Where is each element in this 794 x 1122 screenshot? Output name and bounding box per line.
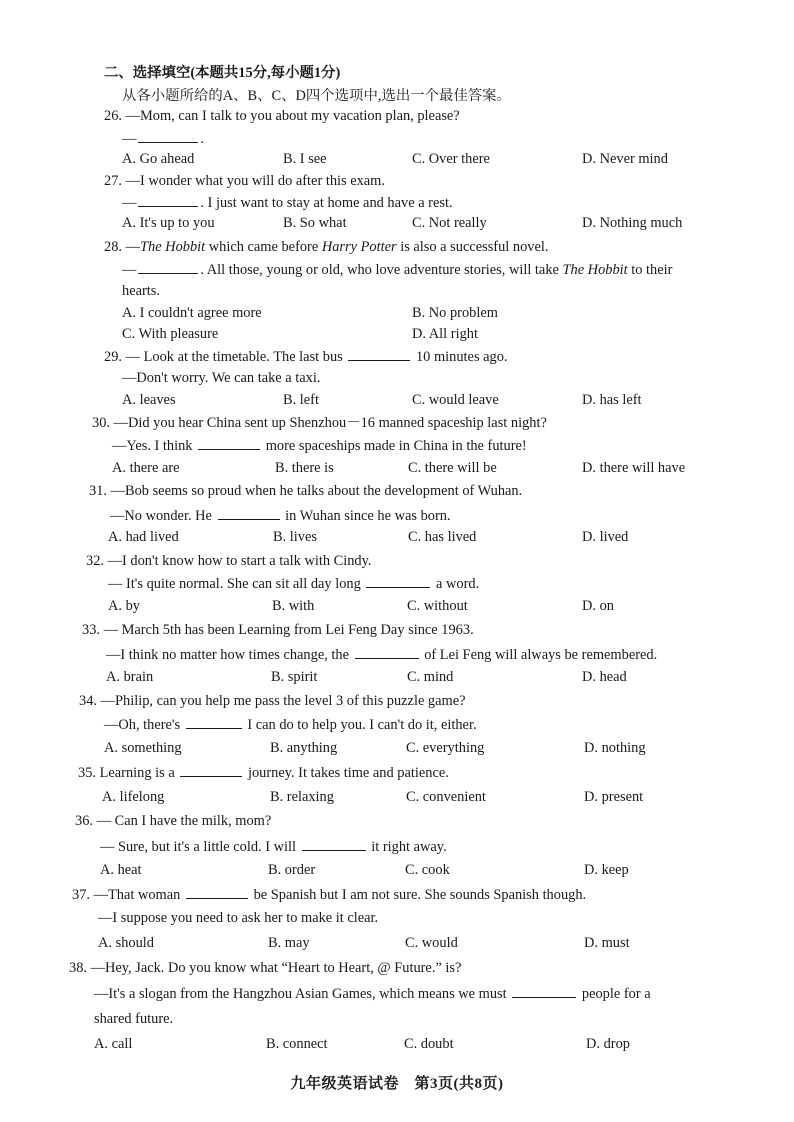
option-b: B. connect (266, 1036, 328, 1052)
option-b: B. I see (283, 151, 327, 167)
answer-blank (138, 192, 198, 207)
option-d: D. on (582, 598, 614, 614)
option-c: C. Over there (412, 151, 490, 167)
option-d: D. All right (412, 326, 478, 342)
option-b: B. may (268, 935, 310, 951)
answer-blank (355, 644, 419, 659)
option-c: C. everything (406, 740, 485, 756)
option-a: A. should (98, 935, 154, 951)
option-a: A. lifelong (102, 789, 165, 805)
answer-blank (186, 714, 242, 729)
question-26-answer: — . (122, 128, 204, 149)
answer-blank (348, 346, 410, 361)
option-d: D. drop (586, 1036, 630, 1052)
option-a: A. It's up to you (122, 215, 215, 231)
question-38-reply: —It's a slogan from the Hangzhou Asian Games, which means we must people for a (94, 983, 651, 1004)
answer-blank (512, 983, 576, 998)
option-b: B. relaxing (270, 789, 334, 805)
option-b: B. left (283, 392, 319, 408)
option-c: C. cook (405, 862, 450, 878)
option-c: C. there will be (408, 460, 497, 476)
option-c: C. mind (407, 669, 454, 685)
question-32-reply: — It's quite normal. She can sit all day long a word. (108, 573, 479, 594)
question-33: 33. — March 5th has been Learning from Lei Feng Day since 1963. (82, 622, 474, 638)
answer-blank (366, 573, 430, 588)
option-d: D. present (584, 789, 644, 805)
question-34: 34. —Philip, can you help me pass the level 3 of this puzzle game? (79, 693, 466, 709)
option-a: A. had lived (108, 529, 179, 545)
answer-blank (302, 836, 366, 851)
question-27: 27. —I wonder what you will do after this exam. (104, 173, 385, 189)
question-32: 32. —I don't know how to start a talk with Cindy. (86, 553, 372, 569)
question-number: 26. (104, 108, 122, 124)
question-30-reply: —Yes. I think more spaceships made in China in the future! (112, 435, 527, 456)
question-37-reply: —I suppose you need to ask her to make it clear. (98, 910, 379, 926)
question-35: 35. Learning is a journey. It takes time and patience. (78, 762, 449, 783)
question-28-answer: — . All those, young or old, who love adventure stories, will take The Hobbit to their (122, 259, 672, 280)
question-38-continuation: shared future. (94, 1011, 174, 1027)
option-c: C. would (405, 935, 458, 951)
question-31: 31. —Bob seems so proud when he talks about the development of Wuhan. (89, 483, 523, 499)
question-36-reply: — Sure, but it's a little cold. I will it right away. (100, 836, 447, 857)
option-d: D. Never mind (582, 151, 668, 167)
question-38: 38. —Hey, Jack. Do you know what “Heart to Heart, @ Future.” is? (69, 960, 462, 976)
option-b: B. order (268, 862, 316, 878)
option-b: B. anything (270, 740, 338, 756)
question-33-reply: —I think no matter how times change, the of Lei Feng will always be remembered. (106, 644, 657, 665)
answer-blank (180, 762, 242, 777)
option-c: C. doubt (404, 1036, 454, 1052)
option-a: A. Go ahead (122, 151, 195, 167)
option-a: A. call (94, 1036, 133, 1052)
option-d: D. there will have (582, 460, 686, 476)
option-d: D. must (584, 935, 630, 951)
option-c: C. has lived (408, 529, 477, 545)
option-b: B. there is (275, 460, 334, 476)
option-c: C. With pleasure (122, 326, 219, 342)
question-30: 30. —Did you hear China sent up Shenzhou－16 manned spaceship last night? (92, 415, 547, 431)
answer-blank (218, 505, 280, 520)
question-37: 37. —That woman be Spanish but I am not sure. She sounds Spanish though. (72, 884, 586, 905)
option-c: C. would leave (412, 392, 499, 408)
option-b: B. spirit (271, 669, 318, 685)
option-d: D. head (582, 669, 627, 685)
option-a: A. leaves (122, 392, 176, 408)
option-c: C. without (407, 598, 468, 614)
option-b: B. So what (283, 215, 347, 231)
answer-blank (138, 259, 198, 274)
option-b: B. No problem (412, 305, 498, 321)
option-c: C. convenient (406, 789, 486, 805)
question-29-reply: —Don't worry. We can take a taxi. (122, 370, 321, 386)
page-footer: 九年级英语试卷 第3页(共8页) (290, 1076, 504, 1092)
option-d: D. has left (582, 392, 642, 408)
option-d: D. lived (582, 529, 629, 545)
answer-blank (138, 128, 198, 143)
option-a: A. brain (106, 669, 154, 685)
option-d: D. nothing (584, 740, 646, 756)
section-instruction: 从各小题所给的A、B、C、D四个选项中,选出一个最佳答案。 (122, 88, 511, 104)
option-d: D. keep (584, 862, 629, 878)
option-a: A. something (104, 740, 182, 756)
option-d: D. Nothing much (582, 215, 683, 231)
option-a: A. there are (112, 460, 180, 476)
question-31-reply: —No wonder. He in Wuhan since he was born. (110, 505, 451, 526)
option-c: C. Not really (412, 215, 487, 231)
answer-blank (186, 884, 248, 899)
question-28: 28. —The Hobbit which came before Harry Potter is also a successful novel. (104, 239, 549, 255)
option-b: B. with (272, 598, 315, 614)
option-a: A. heat (100, 862, 142, 878)
question-29: 29. — Look at the timetable. The last bus 10 minutes ago. (104, 346, 508, 367)
question-34-reply: —Oh, there's I can do to help you. I can't do it, either. (104, 714, 477, 735)
question-28-continuation: hearts. (122, 283, 160, 299)
answer-blank (198, 435, 260, 450)
option-a: A. I couldn't agree more (122, 305, 262, 321)
section-title: 二、选择填空(本题共15分,每小题1分) (104, 65, 341, 81)
option-b: B. lives (273, 529, 317, 545)
question-36: 36. — Can I have the milk, mom? (75, 813, 272, 829)
question-line: —Mom, can I talk to you about my vacation plan, please? (125, 108, 460, 124)
question-27-answer: — . I just want to stay at home and have a rest. (122, 192, 453, 213)
question-26 (104, 106, 460, 126)
option-a: A. by (108, 598, 140, 614)
